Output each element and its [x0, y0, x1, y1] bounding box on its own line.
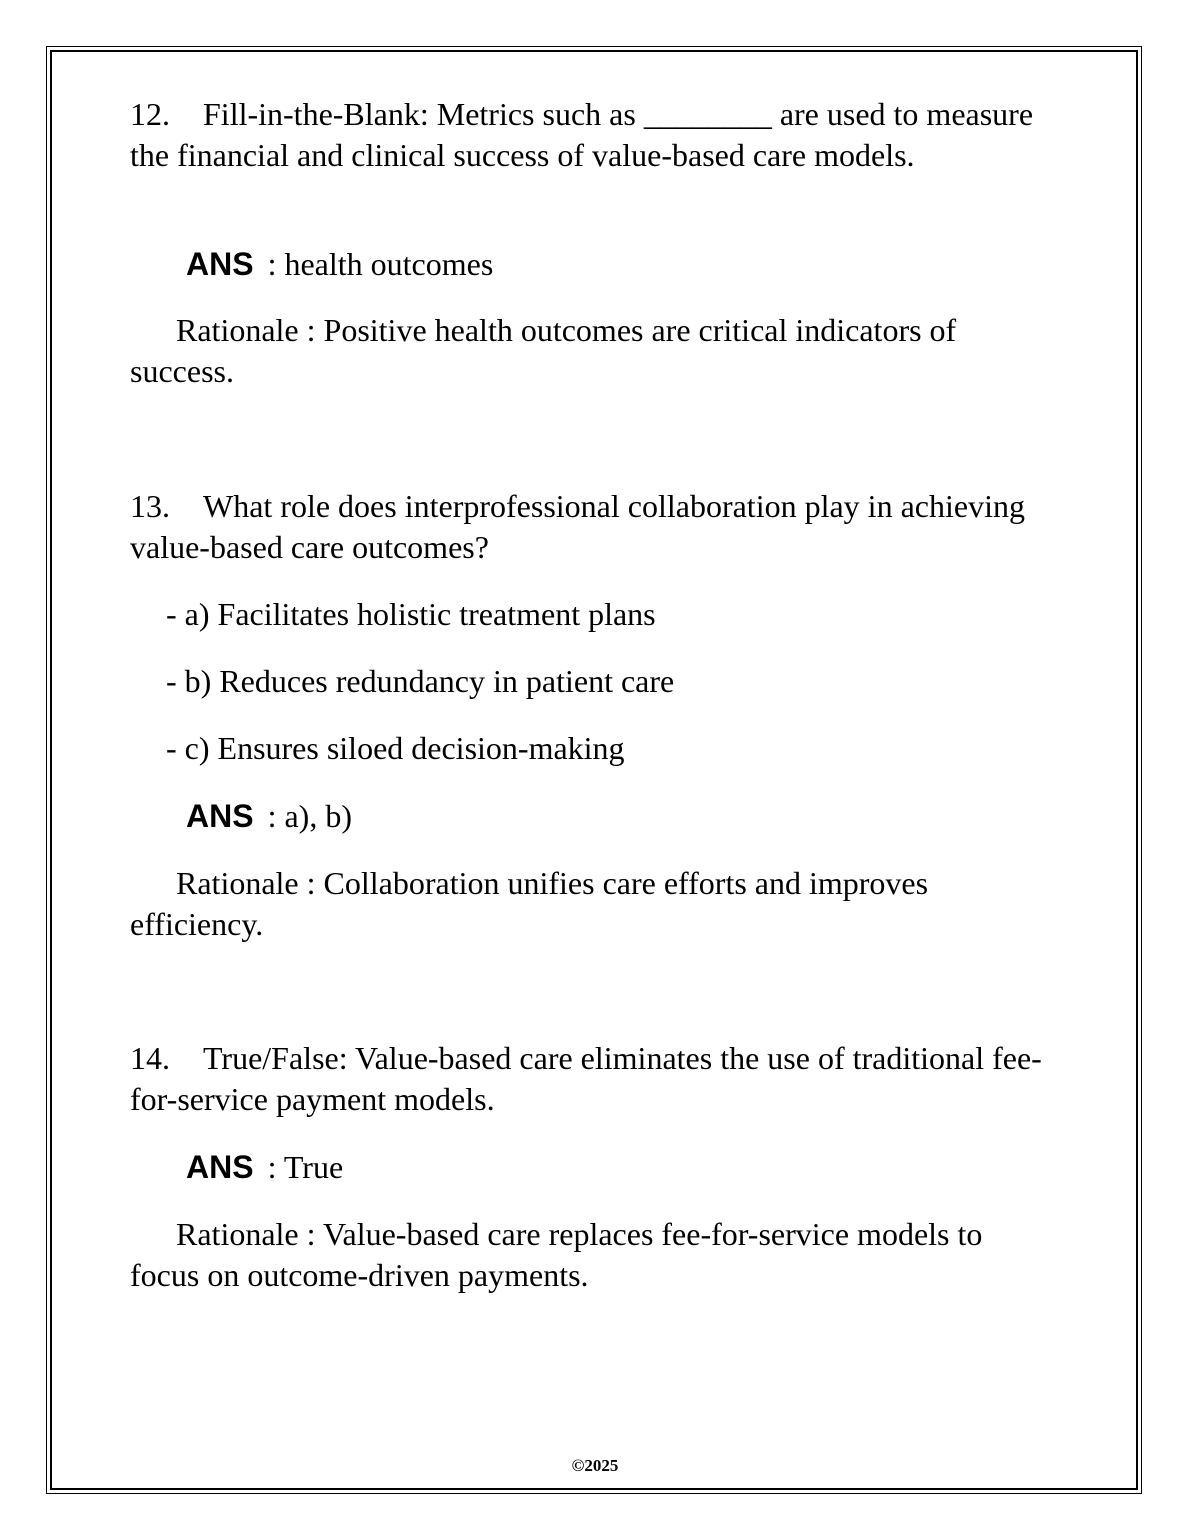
question-body: What role does interprofessional collaboration play in achieving value-based care outcomes? [130, 488, 1025, 565]
question-number: 12. [130, 96, 170, 132]
question-number: 14. [130, 1040, 170, 1076]
answer-value: : True [267, 1149, 344, 1185]
answer-line [130, 1147, 1106, 1188]
rationale-text: Rationale : Collaboration unifies care efforts and improves efficiency. [130, 865, 929, 942]
option-a: - a) Facilitates holistic treatment plans [166, 596, 656, 632]
rationale-text: Rationale : Positive health outcomes are critical indicators of success. [130, 312, 957, 389]
question-text [130, 1038, 1050, 1120]
answer-value: : health outcomes [267, 246, 494, 282]
answer-label: ANS [186, 1149, 254, 1185]
answer-line [130, 796, 1106, 837]
option-b: - b) Reduces redundancy in patient care [166, 663, 675, 699]
answer-line [130, 244, 1106, 285]
question-text [130, 94, 1050, 176]
copyright-footer: ©2025 [571, 1456, 619, 1475]
question-12 [130, 94, 1050, 176]
question-13 [130, 486, 1050, 568]
answer-value: : a), b) [267, 798, 352, 834]
question-number: 13. [130, 488, 170, 524]
question-body: Fill-in-the-Blank: Metrics such as ________ are used to measure the financial and clinical success of value-based care models. [130, 96, 1034, 173]
answer-label: ANS [186, 246, 254, 282]
rationale-text: Rationale : Value-based care replaces fee-for-service models to focus on outcome-driven payments. [130, 1216, 983, 1293]
question-body: True/False: Value-based care eliminates the use of traditional fee-for-service payment models. [130, 1040, 1042, 1117]
question-14 [130, 1038, 1050, 1120]
answer-label: ANS [186, 798, 254, 834]
option-c: - c) Ensures siloed decision-making [166, 730, 625, 766]
question-text [130, 486, 1050, 568]
